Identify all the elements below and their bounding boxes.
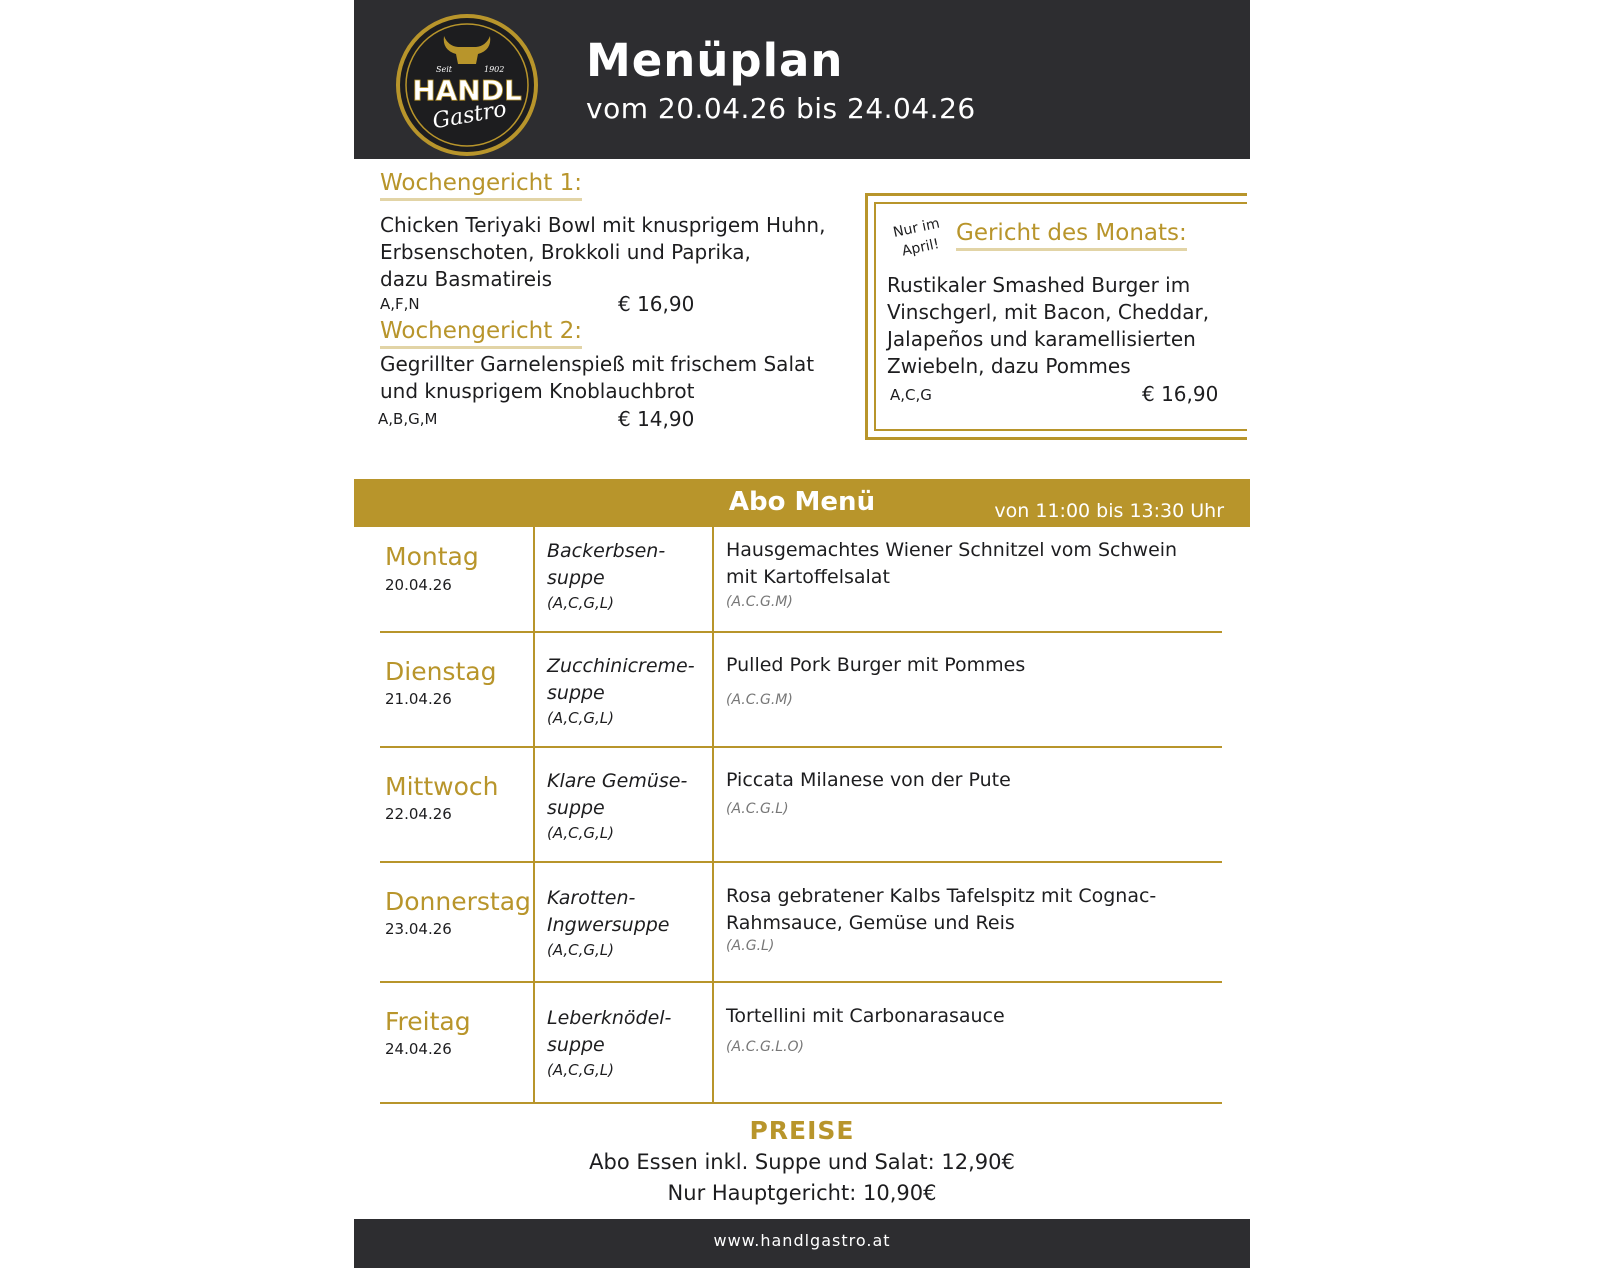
weekly-dish-2-price: € 14,90 bbox=[618, 407, 695, 431]
svg-text:Seit: Seit bbox=[436, 65, 452, 74]
day-date: 24.04.26 bbox=[385, 1040, 452, 1058]
soup-name: Karotten- Ingwersuppe bbox=[547, 887, 670, 936]
soup-name: Leberknödel- suppe bbox=[547, 1007, 672, 1056]
abo-menu-bar bbox=[354, 479, 1250, 527]
day-date: 21.04.26 bbox=[385, 690, 452, 708]
footer-bar bbox=[354, 1219, 1250, 1268]
svg-text:Gastro: Gastro bbox=[430, 96, 509, 135]
day-date: 23.04.26 bbox=[385, 920, 452, 938]
main-dish: Rosa gebratener Kalbs Tafelspitz mit Cognac- Rahmsauce, Gemüse und Reis bbox=[726, 885, 1157, 934]
dish-of-month-allergens: A,C,G bbox=[890, 386, 932, 404]
soup-name: Klare Gemüse- suppe bbox=[547, 770, 688, 819]
day-name: Donnerstag bbox=[385, 887, 531, 916]
price-line-subscription: Abo Essen inkl. Suppe und Salat: 12,90€ bbox=[589, 1150, 1015, 1174]
header-bar bbox=[354, 0, 1250, 159]
weekly-dish-1-allergens: A,F,N bbox=[380, 295, 420, 313]
april-badge: Nur im April! bbox=[891, 215, 942, 260]
handl-gastro-logo bbox=[396, 14, 538, 156]
dish-of-month-description: Rustikaler Smashed Burger im Vinschgerl, mit Bacon, Cheddar, Jalapeños und karamellisierten Zwiebeln, dazu Pommes bbox=[887, 273, 1210, 378]
main-allergens: (A.G.L) bbox=[726, 938, 775, 954]
weekly-dish-2-allergens: A,B,G,M bbox=[378, 410, 438, 428]
row-divider bbox=[380, 746, 1222, 748]
svg-text:HANDL: HANDL bbox=[412, 74, 522, 107]
soup-allergens: (A,C,G,L) bbox=[547, 594, 615, 612]
main-dish: Hausgemachtes Wiener Schnitzel vom Schwein mit Kartoffelsalat bbox=[726, 539, 1178, 588]
date-range: vom 20.04.26 bis 24.04.26 bbox=[586, 92, 976, 125]
website-link[interactable]: www.handlgastro.at bbox=[713, 1231, 891, 1250]
main-allergens: (A.C.G.L) bbox=[726, 801, 789, 817]
table-divider bbox=[533, 527, 535, 1104]
main-allergens: (A.C.G.M) bbox=[726, 692, 793, 708]
main-dish: Tortellini mit Carbonarasauce bbox=[726, 1005, 1005, 1027]
price-line-main-only: Nur Hauptgericht: 10,90€ bbox=[667, 1181, 937, 1205]
soup-allergens: (A,C,G,L) bbox=[547, 709, 615, 727]
row-divider bbox=[380, 631, 1222, 633]
day-date: 20.04.26 bbox=[385, 576, 452, 594]
day-name: Mittwoch bbox=[385, 772, 499, 801]
soup-allergens: (A,C,G,L) bbox=[547, 941, 615, 959]
prices-heading: PREISE bbox=[749, 1116, 855, 1145]
row-divider bbox=[380, 981, 1222, 983]
main-allergens: (A.C.G.L.O) bbox=[726, 1039, 805, 1055]
day-name: Montag bbox=[385, 542, 479, 571]
page-title: Menüplan bbox=[586, 34, 844, 87]
weekly-dish-1-description: Chicken Teriyaki Bowl mit knusprigem Huhn, Erbsenschoten, Brokkoli und Paprika, dazu Basmatireis bbox=[380, 213, 826, 291]
soup-name: Zucchinicreme- suppe bbox=[547, 655, 695, 704]
soup-allergens: (A,C,G,L) bbox=[547, 1061, 615, 1079]
dish-of-month-price: € 16,90 bbox=[1142, 382, 1219, 406]
dish-of-month-box bbox=[865, 193, 1247, 440]
abo-menu-time: von 11:00 bis 13:30 Uhr bbox=[994, 500, 1224, 522]
day-name: Dienstag bbox=[385, 657, 497, 686]
weekly-dish-2-description: Gegrillter Garnelenspieß mit frischem Salat und knusprigem Knoblauchbrot bbox=[380, 352, 815, 403]
dish-of-month-heading: Gericht des Monats: bbox=[956, 220, 1187, 251]
day-name: Freitag bbox=[385, 1007, 471, 1036]
main-dish: Pulled Pork Burger mit Pommes bbox=[726, 654, 1026, 676]
svg-text:1902: 1902 bbox=[484, 65, 505, 74]
weekly-dish-1-heading: Wochengericht 1: bbox=[380, 170, 582, 201]
abo-menu-title: Abo Menü bbox=[728, 487, 876, 517]
row-divider bbox=[380, 861, 1222, 863]
main-allergens: (A.C.G.M) bbox=[726, 594, 793, 610]
main-dish: Piccata Milanese von der Pute bbox=[726, 769, 1011, 791]
soup-name: Backerbsen- suppe bbox=[547, 540, 666, 589]
menu-page bbox=[354, 0, 1250, 1268]
weekly-dish-1-price: € 16,90 bbox=[618, 292, 695, 316]
table-divider bbox=[712, 527, 714, 1104]
row-divider bbox=[380, 1102, 1222, 1104]
weekly-dish-2-heading: Wochengericht 2: bbox=[380, 318, 582, 349]
day-date: 22.04.26 bbox=[385, 805, 452, 823]
soup-allergens: (A,C,G,L) bbox=[547, 824, 615, 842]
